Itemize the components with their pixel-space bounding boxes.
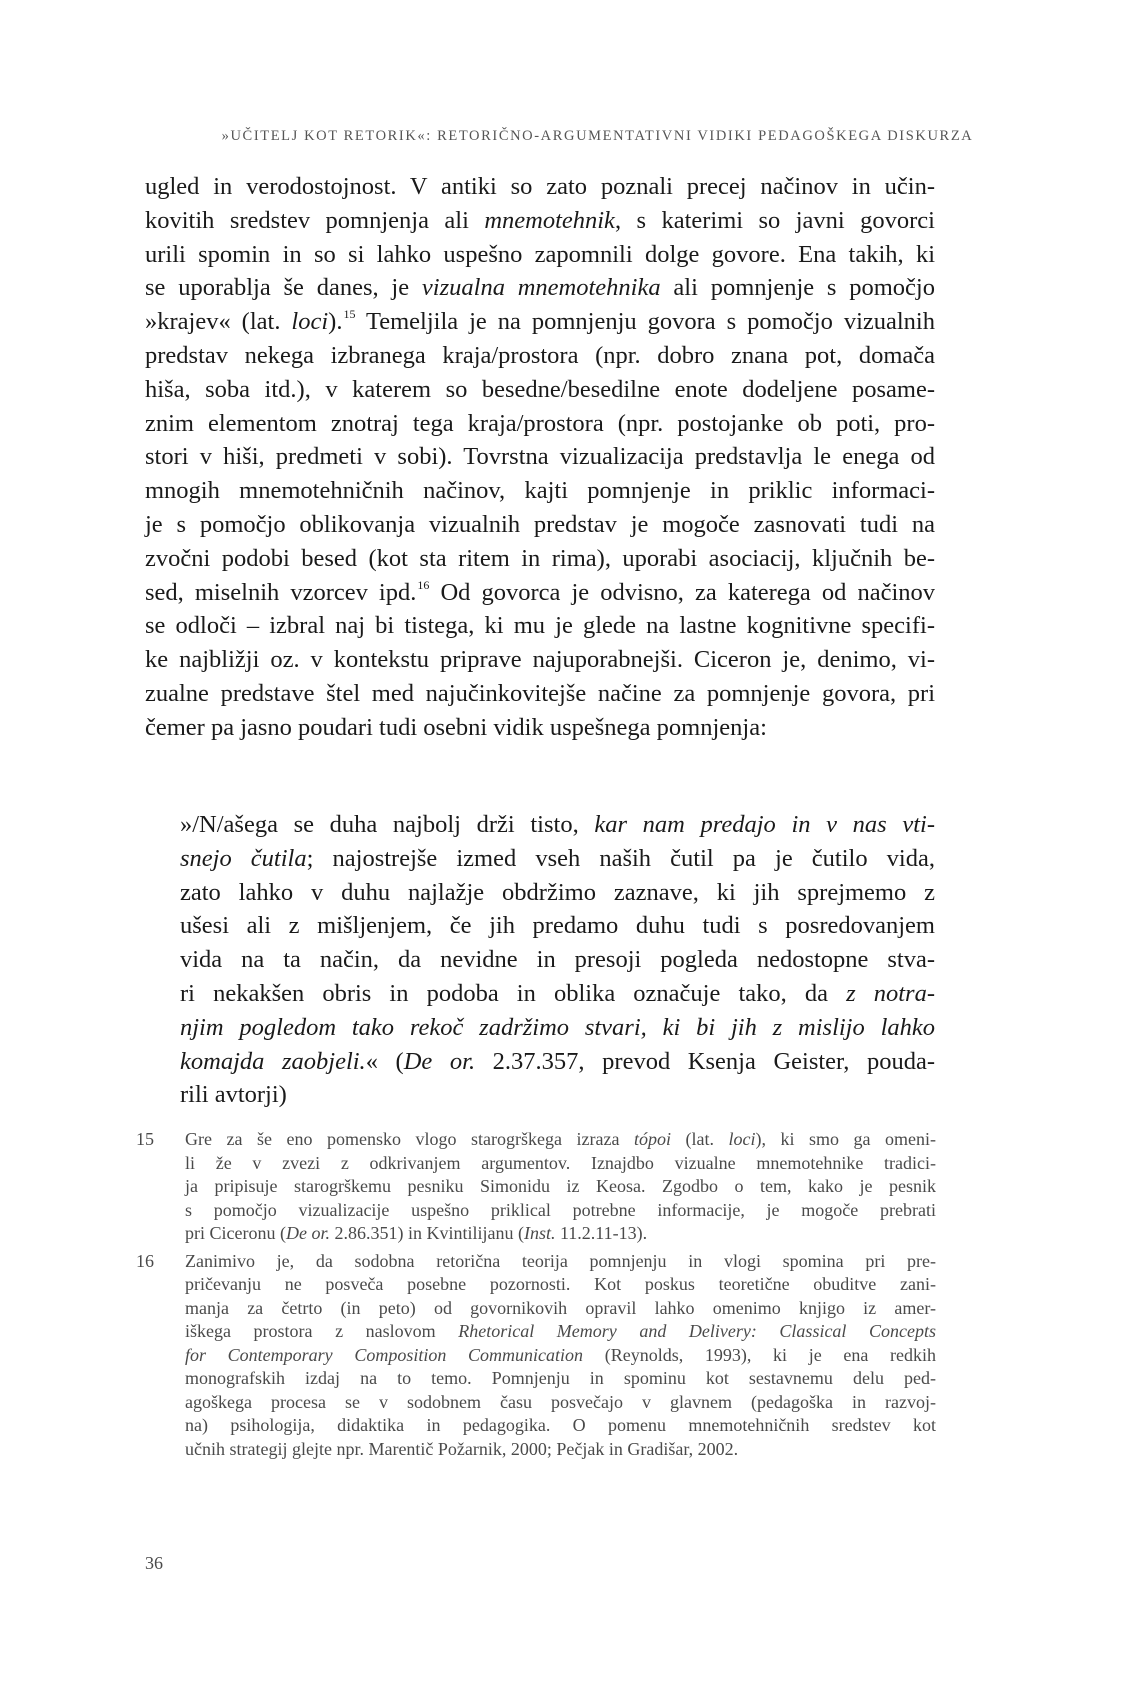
text-run: vida na ta način, da nevidne in presoji pogleda nedostopne stva- <box>180 946 935 974</box>
text-run: (Reynolds, 1993), ki je ena redkih <box>583 1344 936 1365</box>
text-run: ušesi ali z mišljenjem, če jih predamo duhu tudi s posredovanjem <box>180 912 935 940</box>
text-line <box>185 1199 936 1223</box>
text-run: pri Ciceronu ( <box>185 1223 286 1243</box>
italic-text: loci <box>728 1129 756 1149</box>
running-head: »UČITELJ KOT RETORIK«: RETORIČNO-ARGUMENTATIVNI VIDIKI PEDAGOŠKEGA DISKURZA <box>221 128 974 144</box>
text-run: 11.2.11-13). <box>555 1223 648 1243</box>
text-line <box>185 1222 936 1246</box>
text-line <box>180 1078 935 1112</box>
text-line <box>185 1273 936 1297</box>
footnote-number: 15 <box>136 1129 154 1149</box>
text-run: Gre za še eno pomensko vlogo starogrškega izraza <box>185 1129 634 1149</box>
text-line <box>185 1250 936 1274</box>
text-run: « ( <box>365 1047 404 1075</box>
text-line <box>145 474 935 508</box>
text-run: iškega prostora z naslovom <box>185 1321 459 1341</box>
text-run: kovitih sredstev pomnjenja ali <box>145 206 485 234</box>
text-run: zualne predstave štel med najučinkovitejše načine za pomnjenje govora, pri <box>145 679 935 707</box>
italic-text: kar nam predajo in v nas vti- <box>594 811 935 838</box>
text-line <box>180 1045 935 1079</box>
text-run: znim elementom znotraj tega kraja/prostora (npr. postojanke ob poti, pro- <box>145 409 935 437</box>
text-run: ; najostrejše izmed vseh naših čutil pa je čutilo vida, <box>306 844 935 872</box>
text-line <box>145 271 935 305</box>
text-line <box>180 1011 935 1045</box>
text-line <box>180 977 935 1011</box>
text-line <box>145 542 935 576</box>
text-run: predstav nekega izbranega kraja/prostora (npr. dobro znana pot, domača <box>145 341 935 369</box>
text-line <box>185 1344 936 1368</box>
footnote-15 <box>136 1128 936 1246</box>
text-run: sed, miselnih vzorcev ipd. <box>145 578 417 606</box>
italic-text: mnemotehnik <box>484 206 615 234</box>
text-line <box>145 170 935 204</box>
text-run: stori v hiši, predmeti v sobi). Tovrstna vizualizacija predstavlja le enega od <box>145 443 935 471</box>
italic-text: vizualna mnemotehnika <box>421 274 661 302</box>
italic-text: tópoi <box>633 1129 671 1149</box>
text-line <box>185 1391 936 1415</box>
italic-text: for Contemporary Composition Communication <box>185 1344 584 1365</box>
text-line <box>145 576 935 610</box>
text-run: se uporablja še danes, je <box>145 274 422 302</box>
text-line <box>145 373 935 407</box>
text-line <box>180 909 935 943</box>
text-run: manja za četrto (in peto) od govornikovih opravil lahko omenimo knjigo iz amer- <box>185 1297 936 1318</box>
text-line <box>145 238 935 272</box>
text-run: Temeljila je na pomnjenju govora s pomočjo vizualnih <box>355 308 935 336</box>
text-run: li že v zvezi z odkrivanjem argumentov. Iznajdbo vizualne mnemotehnike tradici- <box>185 1152 936 1173</box>
text-run: ali pomnjenje s pomočjo <box>660 274 935 302</box>
text-line <box>180 876 935 910</box>
italic-text: loci <box>291 308 329 336</box>
text-run: urili spomin in so si lahko uspešno zapomnili dolge govore. Ena takih, ki <box>145 240 935 268</box>
text-line <box>145 711 935 745</box>
italic-text: De or. <box>403 1047 476 1075</box>
text-line <box>185 1438 936 1462</box>
text-line <box>145 339 935 373</box>
text-line <box>185 1320 936 1344</box>
text-line <box>185 1297 936 1321</box>
text-run: Od govorca je odvisno, za katerega od načinov <box>429 578 936 606</box>
text-run: čemer pa jasno poudari tudi osebni vidik uspešnega pomnjenja: <box>145 713 767 741</box>
text-line <box>185 1152 936 1176</box>
text-run: ke najbližji oz. v kontekstu priprave najuporabnejši. Ciceron je, denimo, vi- <box>145 646 935 674</box>
text-line <box>145 305 935 339</box>
footnote-16 <box>136 1250 936 1462</box>
italic-text: njim pogledom tako rekoč zadržimo stvari, ki bi jih z mislijo lahko <box>180 1013 935 1041</box>
text-run: je s pomočjo oblikovanja vizualnih predstav je mogoče zasnovati tudi na <box>145 510 935 538</box>
text-line <box>145 643 935 677</box>
footnotes <box>136 1128 936 1465</box>
text-run: zato lahko v duhu najlažje obdržimo zaznave, ki jih sprejmemo z <box>180 878 935 906</box>
text-run: na) psihologija, didaktika in pedagogika. O pomenu mnemotehničnih sredstev kot <box>185 1415 936 1435</box>
text-run: ja pripisuje starogrškemu pesniku Simonidu iz Keosa. Zgodbo o tem, kako je pesnik <box>185 1176 936 1196</box>
text-run: učnih strategij glejte npr. Marentič Požarnik, 2000; Pečjak in Gradišar, 2002. <box>185 1438 739 1459</box>
text-run: (lat. <box>670 1129 729 1149</box>
text-line <box>185 1414 936 1438</box>
text-run: Zanimivo je, da sodobna retorična teorija pomnjenju in vlogi spomina pri pre- <box>185 1250 936 1271</box>
text-run: agoškega procesa se v sodobnem času posvečajo v glavnem (pedagoška in razvoj- <box>185 1391 936 1412</box>
text-run: pričevanju ne posveča posebne pozornosti. Kot poskus teoretične obuditve zani- <box>185 1274 936 1294</box>
text-run: »krajev« (lat. <box>145 308 292 336</box>
text-run: »/N/ašega se duha najbolj drži tisto, <box>180 811 595 838</box>
italic-text: Inst. <box>523 1223 556 1243</box>
text-run: mnogih mnemotehničnih načinov, kajti pomnjenje in priklic informaci- <box>145 477 935 505</box>
italic-text: Rhetorical Memory and Delivery: Classical Concepts <box>458 1321 936 1341</box>
text-line <box>185 1367 936 1391</box>
text-run: ri nekakšen obris in podoba in oblika označuje tako, da <box>180 979 847 1007</box>
text-line <box>180 842 935 876</box>
text-run: ugled in verodostojnost. V antiki so zato poznali precej načinov in učin- <box>145 173 935 200</box>
text-run: monografskih izdaj na to temo. Pomnjenju in spominu kot sestavnemu delu ped- <box>185 1368 936 1388</box>
text-line <box>145 677 935 711</box>
italic-text: snejo čutila <box>180 844 307 872</box>
text-run: hiša, soba itd.), v katerem so besedne/besedilne enote dodeljene posame- <box>145 375 935 403</box>
text-line <box>145 440 935 474</box>
footnote-number: 16 <box>136 1250 154 1271</box>
text-run: se odloči – izbral naj bi tistega, ki mu je glede na lastne kognitivne specifi- <box>145 612 935 640</box>
body-paragraph <box>145 170 935 745</box>
text-line <box>180 943 935 977</box>
text-run: rili avtorji) <box>180 1081 287 1109</box>
block-quote <box>180 808 935 1112</box>
text-run: s pomočjo vizualizacije uspešno priklical potrebne informacije, je mogoče prebrati <box>185 1199 936 1220</box>
italic-text: z notra- <box>846 979 935 1007</box>
text-run: ). <box>328 308 343 336</box>
italic-text: komajda zaobjeli. <box>180 1047 366 1075</box>
text-line <box>145 609 935 643</box>
text-run: zvočni podobi besed (kot sta ritem in rima), uporabi asociacij, ključnih be- <box>145 544 935 572</box>
text-line <box>145 407 935 441</box>
text-line <box>145 508 935 542</box>
text-line <box>145 204 935 238</box>
text-run: 2.37.357, prevod Ksenja Geister, pouda- <box>475 1047 935 1075</box>
italic-text: De or. <box>285 1223 330 1243</box>
footnote-reference[interactable]: 16 <box>417 577 430 592</box>
text-line <box>185 1128 936 1152</box>
text-line <box>180 808 935 842</box>
text-run: ), ki smo ga omeni- <box>755 1129 937 1149</box>
text-run: 2.86.351) in Kvintilijanu ( <box>329 1223 524 1243</box>
text-line <box>185 1175 936 1199</box>
footnote-reference[interactable]: 15 <box>343 307 356 322</box>
page-number: 36 <box>145 1553 163 1573</box>
text-run: , s katerimi so javni govorci <box>614 206 935 234</box>
